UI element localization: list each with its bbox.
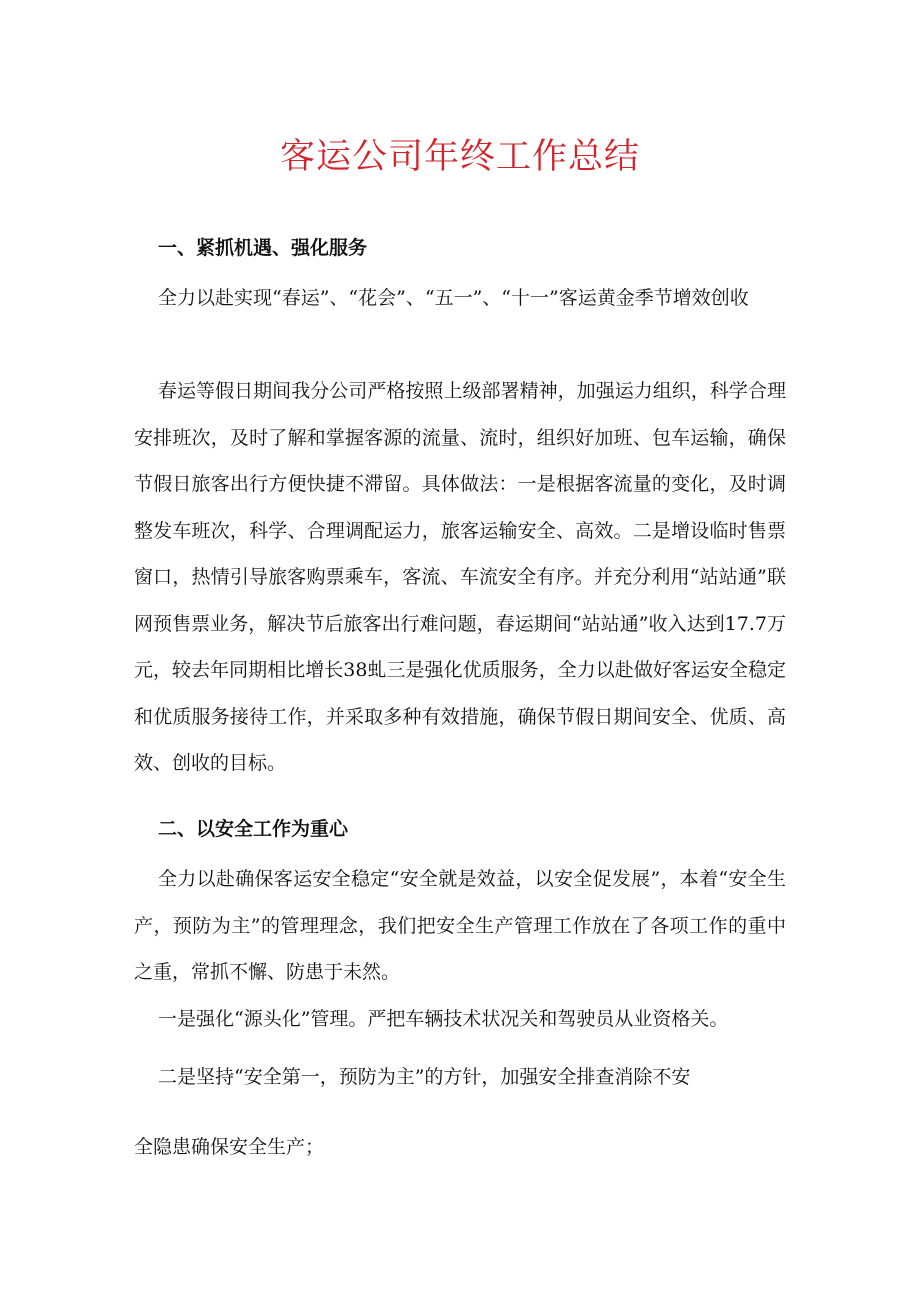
paragraph: 春运等假日期间我分公司严格按照上级部署精神，加强运力组织，科学合理安排班次，及时了解和掌握客源的流量、流时，组织好加班、包车运输，确保节假日旅客出行方便快捷不滞留。具体做法：一是根据客流量的变化，及时调整发车班次，科学、合理调配运力，旅客运输安全、高效。二是增设临时售票窗口，热情引导旅客购票乘车，客流、车流安全有序。并充分利用“站站通”联网预售票业务，解决节后旅客出行难问题，春运期间“站站通”收入达到17.7万元，较去年同期相比增长38虬三是强化优质服务，全力以赴做好客运安全稳定和优质服务接待工作，并采取多种有效措施，确保节假日期间安全、优质、高效、创收的目标。 xyxy=(134,380,786,774)
paragraph: 二是坚持“安全第一，预防为主”的方针，加强安全排查消除不安 xyxy=(158,1066,691,1088)
paragraph: 全力以赴实现“春运”、“花会”、“五一”、“十一”客运黄金季节增效创收 xyxy=(158,287,749,309)
paragraph: 全隐患确保安全生产； xyxy=(134,1136,325,1158)
page-title: 客运公司年终工作总结 xyxy=(279,137,640,177)
section-heading-2: 二、以安全工作为重心 xyxy=(158,818,349,840)
section-heading-1: 一、紧抓机遇、强化服务 xyxy=(158,237,368,259)
paragraph: 全力以赴确保客运安全稳定“安全就是效益，以安全促发展”，本着“安全生产，预防为主”的管理理念，我们把安全生产管理工作放在了各项工作的重中之重，常抓不懈、防患于未然。 xyxy=(134,868,786,983)
paragraph: 一是强化“源头化”管理。严把车辆技术状况关和驾驶员从业资格关。 xyxy=(158,1008,729,1030)
